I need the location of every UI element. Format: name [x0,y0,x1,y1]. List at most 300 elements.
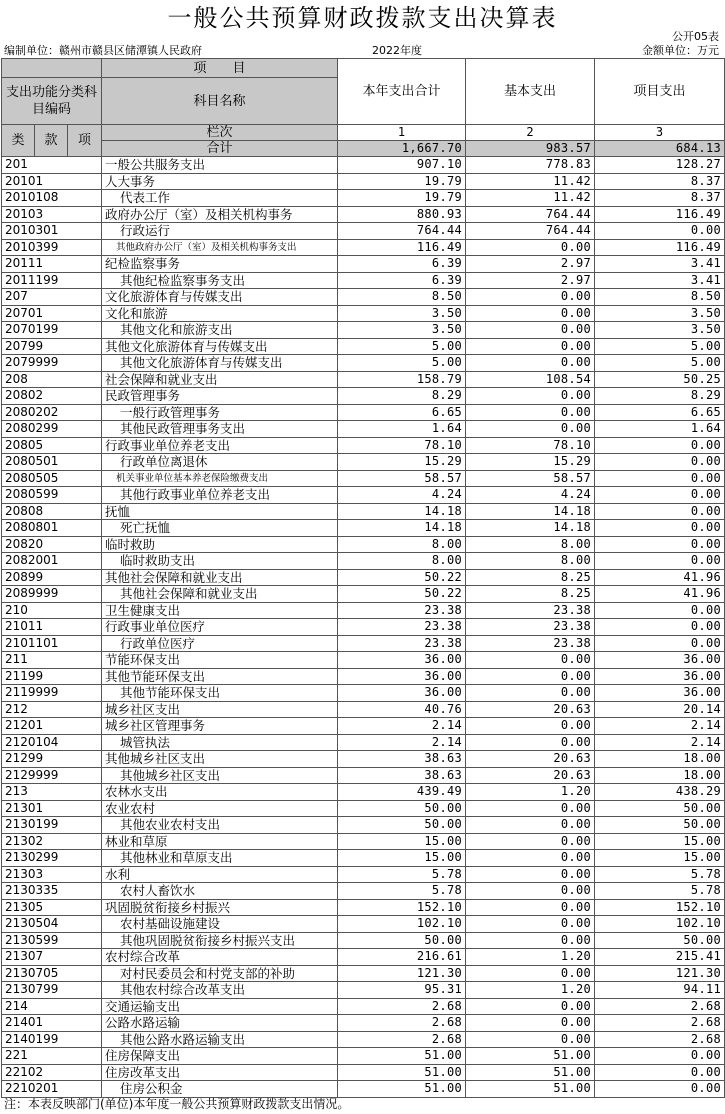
row-subject-name: 纪检监察事务 [102,256,338,273]
row-code: 20802 [2,388,102,405]
table-row [2,206,725,223]
header-lei: 类 [2,125,35,157]
table-row [2,850,725,867]
row-total: 50.00 [338,800,466,817]
table-row [2,1031,725,1048]
row-basic: 0.00 [466,1031,595,1048]
row-project: 5.78 [595,866,725,883]
row-subject-name: 其他公路水路运输支出 [102,1031,338,1048]
row-basic: 0.00 [466,421,595,438]
row-basic: 0.00 [466,388,595,405]
row-total: 2.14 [338,734,466,751]
row-total: 2.68 [338,1015,466,1032]
row-project: 215.41 [595,949,725,966]
row-total: 6.39 [338,272,466,289]
row-total: 38.63 [338,751,466,768]
row-code: 2101101 [2,635,102,652]
row-basic: 0.00 [466,239,595,256]
row-project: 116.49 [595,206,725,223]
table-row [2,173,725,190]
row-code: 2010301 [2,223,102,240]
row-code: 2080202 [2,404,102,421]
row-basic: 0.00 [466,817,595,834]
row-code: 211 [2,652,102,669]
table-row [2,833,725,850]
row-basic: 0.00 [466,685,595,702]
header-column-index: 栏次 [102,125,338,141]
row-subject-name: 住房公积金 [102,1081,338,1098]
row-basic: 778.83 [466,157,595,174]
row-subject-name: 其他林业和草原支出 [102,850,338,867]
row-total: 15.29 [338,454,466,471]
table-row [2,817,725,834]
total-basic: 983.57 [466,141,595,157]
row-total: 152.10 [338,899,466,916]
row-total: 95.31 [338,982,466,999]
row-total: 158.79 [338,371,466,388]
row-project: 8.37 [595,190,725,207]
row-project: 0.00 [595,520,725,537]
row-code: 221 [2,1048,102,1065]
table-row [2,767,725,784]
row-basic: 8.25 [466,569,595,586]
row-basic: 0.00 [466,850,595,867]
row-basic: 0.00 [466,899,595,916]
row-total: 6.39 [338,256,466,273]
row-total: 8.50 [338,289,466,306]
row-code: 212 [2,701,102,718]
row-code: 2089999 [2,586,102,603]
row-code: 2130705 [2,965,102,982]
row-project: 3.50 [595,305,725,322]
row-subject-name: 卫生健康支出 [102,602,338,619]
row-basic: 0.00 [466,718,595,735]
row-total: 216.61 [338,949,466,966]
row-basic: 0.00 [466,734,595,751]
table-row [2,190,725,207]
row-subject-name: 其他社会保障和就业支出 [102,586,338,603]
row-code: 20701 [2,305,102,322]
row-project: 41.96 [595,586,725,603]
row-total: 8.00 [338,553,466,570]
row-subject-name: 机关事业单位基本养老保险缴费支出 [102,470,338,487]
row-project: 5.00 [595,338,725,355]
table-body [2,157,725,1098]
row-code: 2129999 [2,767,102,784]
table-row [2,305,725,322]
row-basic: 51.00 [466,1081,595,1098]
row-code: 2080801 [2,520,102,537]
row-code: 21299 [2,751,102,768]
table-row [2,454,725,471]
row-subject-name: 节能环保支出 [102,652,338,669]
row-basic: 11.42 [466,173,595,190]
row-project: 0.00 [595,619,725,636]
header-subject-name: 科目名称 [102,78,338,125]
row-basic: 20.63 [466,767,595,784]
row-subject-name: 水利 [102,866,338,883]
report-title: 一般公共预算财政拨款支出决算表 [167,4,558,32]
compiling-unit: 编制单位：赣州市赣县区储潭镇人民政府 [4,44,202,57]
row-project: 128.27 [595,157,725,174]
table-row [2,1081,725,1098]
row-subject-name: 临时救助 [102,536,338,553]
row-project: 0.00 [595,536,725,553]
row-total: 8.29 [338,388,466,405]
row-total: 121.30 [338,965,466,982]
row-basic: 20.63 [466,701,595,718]
row-code: 21302 [2,833,102,850]
row-project: 152.10 [595,899,725,916]
row-project: 18.00 [595,767,725,784]
row-total: 14.18 [338,520,466,537]
row-project: 2.14 [595,734,725,751]
row-subject-name: 其他行政事业单位养老支出 [102,487,338,504]
header-kuan: 款 [35,125,68,157]
row-subject-name: 一般公共服务支出 [102,157,338,174]
row-subject-name: 交通运输支出 [102,998,338,1015]
row-subject-name: 抚恤 [102,503,338,520]
table-row [2,899,725,916]
row-project: 438.29 [595,784,725,801]
footnote: 注：本表反映部门(单位)本年度一般公共预算财政拨款支出情况。 [4,1097,350,1111]
row-project: 2.68 [595,1031,725,1048]
row-total: 50.22 [338,586,466,603]
row-total: 51.00 [338,1081,466,1098]
row-project: 2.68 [595,998,725,1015]
row-project: 8.37 [595,173,725,190]
row-total: 50.00 [338,932,466,949]
row-project: 50.00 [595,817,725,834]
table-row [2,388,725,405]
row-subject-name: 代表工作 [102,190,338,207]
row-basic: 14.18 [466,520,595,537]
row-basic: 15.29 [466,454,595,471]
row-total: 5.78 [338,883,466,900]
row-basic: 0.00 [466,652,595,669]
row-project: 0.00 [595,223,725,240]
row-subject-name: 林业和草原 [102,833,338,850]
row-basic: 4.24 [466,487,595,504]
table-row [2,602,725,619]
table-row [2,355,725,372]
row-subject-name: 人大事务 [102,173,338,190]
row-basic: 51.00 [466,1048,595,1065]
table-row [2,503,725,520]
row-code: 2130599 [2,932,102,949]
row-basic: 0.00 [466,338,595,355]
row-total: 3.50 [338,322,466,339]
table-row [2,883,725,900]
row-code: 21011 [2,619,102,636]
row-total: 6.65 [338,404,466,421]
row-total: 51.00 [338,1064,466,1081]
table-row [2,932,725,949]
row-subject-name: 农林水支出 [102,784,338,801]
table-row [2,800,725,817]
row-total: 38.63 [338,767,466,784]
column-index-1: 1 [338,125,466,141]
row-basic: 0.00 [466,305,595,322]
row-total: 51.00 [338,1048,466,1065]
row-basic: 0.00 [466,866,595,883]
row-basic: 2.97 [466,272,595,289]
row-basic: 23.38 [466,619,595,636]
row-total: 19.79 [338,190,466,207]
row-subject-name: 其他节能环保支出 [102,668,338,685]
row-basic: 0.00 [466,404,595,421]
row-code: 2120104 [2,734,102,751]
row-basic: 0.00 [466,833,595,850]
row-code: 207 [2,289,102,306]
row-subject-name: 公路水路运输 [102,1015,338,1032]
row-code: 2080299 [2,421,102,438]
row-basic: 0.00 [466,668,595,685]
row-project: 0.00 [595,1064,725,1081]
row-project: 1.64 [595,421,725,438]
row-basic: 0.00 [466,355,595,372]
row-code: 21301 [2,800,102,817]
row-code: 2010108 [2,190,102,207]
header-basic-expenditure: 基本支出 [466,59,595,125]
row-total: 15.00 [338,833,466,850]
row-project: 20.14 [595,701,725,718]
row-code: 22102 [2,1064,102,1081]
row-subject-name: 其他文化和旅游支出 [102,322,338,339]
row-subject-name: 其他农业农村支出 [102,817,338,834]
row-project: 36.00 [595,652,725,669]
row-basic: 8.25 [466,586,595,603]
row-total: 36.00 [338,652,466,669]
row-total: 5.00 [338,338,466,355]
row-basic: 1.20 [466,982,595,999]
table-header [2,59,725,157]
row-project: 102.10 [595,916,725,933]
row-project: 3.50 [595,322,725,339]
form-number: 公开05表 [672,30,719,43]
row-code: 20899 [2,569,102,586]
table-row [2,751,725,768]
row-code: 2119999 [2,685,102,702]
row-code: 21199 [2,668,102,685]
table-row [2,553,725,570]
column-index-3: 3 [595,125,725,141]
row-project: 15.00 [595,850,725,867]
row-basic: 0.00 [466,916,595,933]
row-total: 19.79 [338,173,466,190]
row-project: 0.00 [595,553,725,570]
row-code: 2130335 [2,883,102,900]
table-row [2,371,725,388]
row-subject-name: 城乡社区支出 [102,701,338,718]
row-total: 2.14 [338,718,466,735]
header-total-expenditure: 本年支出合计 [338,59,466,125]
row-total: 5.78 [338,866,466,883]
row-basic: 0.00 [466,883,595,900]
row-subject-name: 农村综合改革 [102,949,338,966]
row-basic: 108.54 [466,371,595,388]
row-subject-name: 行政运行 [102,223,338,240]
row-total: 880.93 [338,206,466,223]
row-total: 40.76 [338,701,466,718]
row-basic: 764.44 [466,206,595,223]
row-total: 78.10 [338,437,466,454]
row-total: 102.10 [338,916,466,933]
row-code: 21305 [2,899,102,916]
row-basic: 0.00 [466,1015,595,1032]
header-item: 项 目 [102,59,338,78]
row-subject-name: 其他农村综合改革支出 [102,982,338,999]
row-basic: 1.20 [466,949,595,966]
row-code: 2082001 [2,553,102,570]
row-code: 2130504 [2,916,102,933]
row-total: 8.00 [338,536,466,553]
total-sum: 1,667.70 [338,141,466,157]
table-row [2,718,725,735]
row-code: 213 [2,784,102,801]
row-project: 18.00 [595,751,725,768]
row-project: 5.00 [595,355,725,372]
row-code: 2130199 [2,817,102,834]
row-total: 907.10 [338,157,466,174]
table-row [2,635,725,652]
row-basic: 8.00 [466,553,595,570]
row-code: 20808 [2,503,102,520]
row-total: 50.00 [338,817,466,834]
header-item-blank [2,59,102,78]
table-row [2,998,725,1015]
row-code: 2210201 [2,1081,102,1098]
row-basic: 23.38 [466,635,595,652]
table-row [2,421,725,438]
row-subject-name: 文化旅游体育与传媒支出 [102,289,338,306]
table-row [2,652,725,669]
row-total: 50.22 [338,569,466,586]
row-total: 14.18 [338,503,466,520]
table-row [2,322,725,339]
table-row [2,1048,725,1065]
row-project: 0.00 [595,635,725,652]
table-row [2,272,725,289]
row-project: 6.65 [595,404,725,421]
table-row [2,668,725,685]
table-row [2,586,725,603]
table-row [2,982,725,999]
row-total: 23.38 [338,619,466,636]
row-basic: 0.00 [466,289,595,306]
table-row [2,239,725,256]
row-subject-name: 行政事业单位养老支出 [102,437,338,454]
row-project: 121.30 [595,965,725,982]
row-code: 2080599 [2,487,102,504]
row-project: 116.49 [595,239,725,256]
row-project: 0.00 [595,437,725,454]
table-row [2,487,725,504]
row-basic: 20.63 [466,751,595,768]
header-function-class-code: 支出功能分类科目编码 [2,78,102,125]
total-project: 684.13 [595,141,725,157]
row-subject-name: 政府办公厅（室）及相关机构事务 [102,206,338,223]
row-total: 439.49 [338,784,466,801]
row-subject-name: 巩固脱贫衔接乡村振兴 [102,899,338,916]
row-project: 0.00 [595,1048,725,1065]
row-code: 20111 [2,256,102,273]
row-subject-name: 其他民政管理事务支出 [102,421,338,438]
table-row [2,701,725,718]
row-subject-name: 其他社会保障和就业支出 [102,569,338,586]
row-project: 0.00 [595,1081,725,1098]
row-project: 2.68 [595,1015,725,1032]
row-subject-name: 社会保障和就业支出 [102,371,338,388]
table-row [2,289,725,306]
row-total: 2.68 [338,998,466,1015]
row-code: 2130299 [2,850,102,867]
table-row [2,866,725,883]
row-project: 41.96 [595,569,725,586]
row-total: 5.00 [338,355,466,372]
table-row [2,784,725,801]
row-project: 15.00 [595,833,725,850]
table-row [2,157,725,174]
row-subject-name: 农业农村 [102,800,338,817]
row-total: 36.00 [338,685,466,702]
table-row [2,1015,725,1032]
row-project: 0.00 [595,487,725,504]
row-total: 116.49 [338,239,466,256]
table-row [2,256,725,273]
row-code: 2080505 [2,470,102,487]
row-code: 20799 [2,338,102,355]
row-subject-name: 其他文化旅游体育与传媒支出 [102,338,338,355]
row-basic: 78.10 [466,437,595,454]
row-basic: 1.20 [466,784,595,801]
row-basic: 0.00 [466,965,595,982]
row-total: 58.57 [338,470,466,487]
row-subject-name: 城乡社区管理事务 [102,718,338,735]
row-basic: 51.00 [466,1064,595,1081]
row-basic: 0.00 [466,322,595,339]
row-code: 2140199 [2,1031,102,1048]
row-subject-name: 农村人畜饮水 [102,883,338,900]
row-code: 21303 [2,866,102,883]
row-subject-name: 民政管理事务 [102,388,338,405]
row-total: 15.00 [338,850,466,867]
row-subject-name: 其他政府办公厅（室）及相关机构事务支出 [102,239,338,256]
row-basic: 0.00 [466,998,595,1015]
row-project: 36.00 [595,668,725,685]
row-project: 2.14 [595,718,725,735]
row-subject-name: 其他城乡社区支出 [102,767,338,784]
row-total: 36.00 [338,668,466,685]
row-code: 20103 [2,206,102,223]
row-code: 210 [2,602,102,619]
row-project: 50.00 [595,800,725,817]
expenditure-table [1,58,725,1098]
column-index-2: 2 [466,125,595,141]
row-basic: 23.38 [466,602,595,619]
row-project: 8.29 [595,388,725,405]
row-code: 20101 [2,173,102,190]
row-total: 764.44 [338,223,466,240]
row-subject-name: 住房改革支出 [102,1064,338,1081]
row-basic: 0.00 [466,932,595,949]
row-total: 2.68 [338,1031,466,1048]
row-code: 21201 [2,718,102,735]
header-xiang: 项 [68,125,102,157]
table-row [2,223,725,240]
row-subject-name: 其他巩固脱贫衔接乡村振兴支出 [102,932,338,949]
table-row [2,734,725,751]
